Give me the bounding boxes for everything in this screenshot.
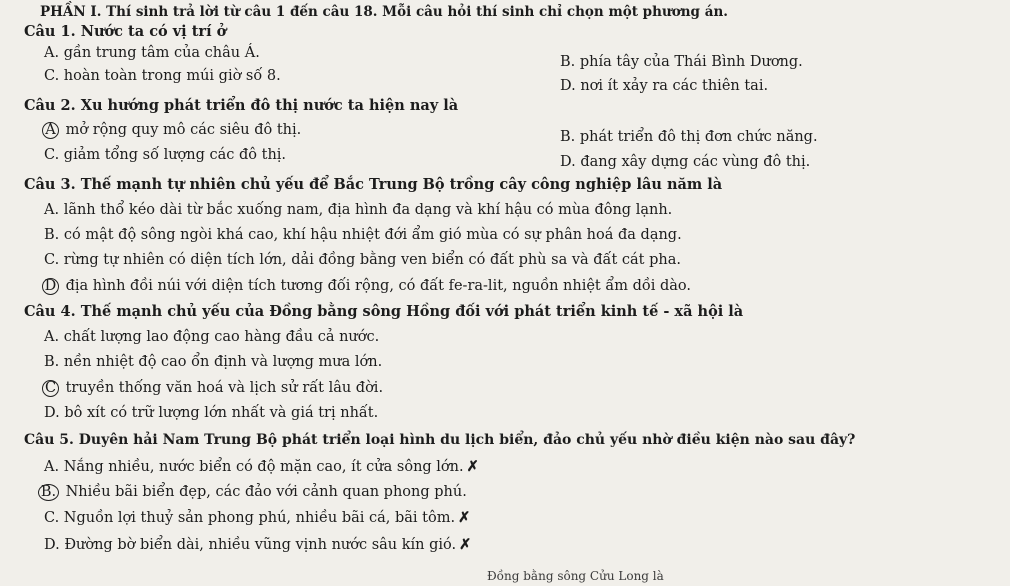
q4-selected-circle: C	[42, 380, 59, 397]
q2-title-text: Câu 2. Xu hướng phát triển đô thị nước ta hiện nay là	[24, 97, 459, 114]
q3-selected-circle: D	[42, 278, 59, 295]
q4-option-c-text: truyền thống văn hoá và lịch sử rất lâu đời.	[65, 380, 384, 396]
question-4-title: Câu 4. Thế mạnh chủ yếu của Đồng bằng sông Hồng đối với phát triển kinh tế - xã hội là	[24, 303, 744, 320]
next-question-partial: Đồng bằng sông Cửu Long là	[487, 569, 664, 583]
q2-option-c: C. giảm tổng số lượng các đô thị.	[44, 147, 287, 163]
section-header: PHẦN I. Thí sinh trả lời từ câu 1 đến câu 18. Mỗi câu hỏi thí sinh chỉ chọn một phương án.	[40, 4, 728, 20]
q4-option-a: A. chất lượng lao động cao hàng đầu cả nước.	[44, 329, 380, 345]
q1-option-d: D. nơi ít xảy ra các thiên tai.	[560, 78, 769, 94]
q4-option-c	[44, 378, 383, 398]
question-2-title	[24, 96, 458, 116]
q2-selected-circle: A	[42, 122, 59, 139]
q3-option-b: B. có mật độ sông ngòi khá cao, khí hậu nhiệt đới ẩm gió mùa có sự phân hoá đa dạng.	[44, 227, 682, 243]
q4-option-d: D. bô xít có trữ lượng lớn nhất và giá trị nhất.	[44, 405, 379, 421]
q2-option-a	[44, 120, 301, 140]
q5-option-d	[44, 535, 471, 555]
q3-option-a: A. lãnh thổ kéo dài từ bắc xuống nam, địa hình đa dạng và khí hậu có mùa đông lạnh.	[44, 202, 673, 218]
q3-option-c: C. rừng tự nhiên có diện tích lớn, dải đồng bằng ven biển có đất phù sa và đất cát pha.	[44, 252, 681, 268]
question-1-title: Câu 1. Nước ta có vị trí ở	[24, 23, 227, 40]
q5-selected-circle: B.	[38, 484, 59, 501]
q5-option-a-text: A. Nắng nhiều, nước biển có độ mặn cao, ít cửa sông lớn.	[44, 459, 464, 475]
cross-mark-icon: ✗	[459, 536, 472, 553]
q3-option-d	[44, 276, 691, 296]
cross-mark-icon: ✗	[458, 509, 471, 526]
question-3-title: Câu 3. Thế mạnh tự nhiên chủ yếu để Bắc Trung Bộ trồng cây công nghiệp lâu năm là	[24, 176, 723, 193]
q2-option-d: D. đang xây dựng các vùng đô thị.	[560, 154, 811, 170]
q2-option-a-text: mở rộng quy mô các siêu đô thị.	[65, 122, 302, 138]
q5-option-c-text: C. Nguồn lợi thuỷ sản phong phú, nhiều bãi cá, bãi tôm.	[44, 510, 456, 526]
q4-option-b: B. nền nhiệt độ cao ổn định và lượng mưa lớn.	[44, 354, 383, 370]
q1-option-a: A. gần trung tâm của châu Á.	[44, 45, 260, 61]
q5-option-b	[40, 482, 467, 502]
q1-option-b: B. phía tây của Thái Bình Dương.	[560, 54, 803, 70]
q5-option-d-text: D. Đường bờ biển dài, nhiều vũng vịnh nước sâu kín gió.	[44, 537, 457, 553]
q2-option-b: B. phát triển đô thị đơn chức năng.	[560, 129, 818, 145]
cross-mark-icon: ✗	[466, 458, 479, 475]
q5-option-c	[44, 508, 470, 528]
q1-option-c: C. hoàn toàn trong múi giờ số 8.	[44, 68, 281, 84]
q5-option-b-text: Nhiều bãi biển đẹp, các đảo với cảnh quan phong phú.	[65, 484, 467, 500]
question-5-title: Câu 5. Duyên hải Nam Trung Bộ phát triển loại hình du lịch biển, đảo chủ yếu nhờ điều kiện nào sau đây?	[24, 432, 856, 448]
q5-option-a	[44, 457, 479, 477]
q3-option-d-text: địa hình đồi núi với diện tích tương đối rộng, có đất fe-ra-lit, nguồn nhiệt ẩm dồi dào.	[65, 278, 692, 294]
